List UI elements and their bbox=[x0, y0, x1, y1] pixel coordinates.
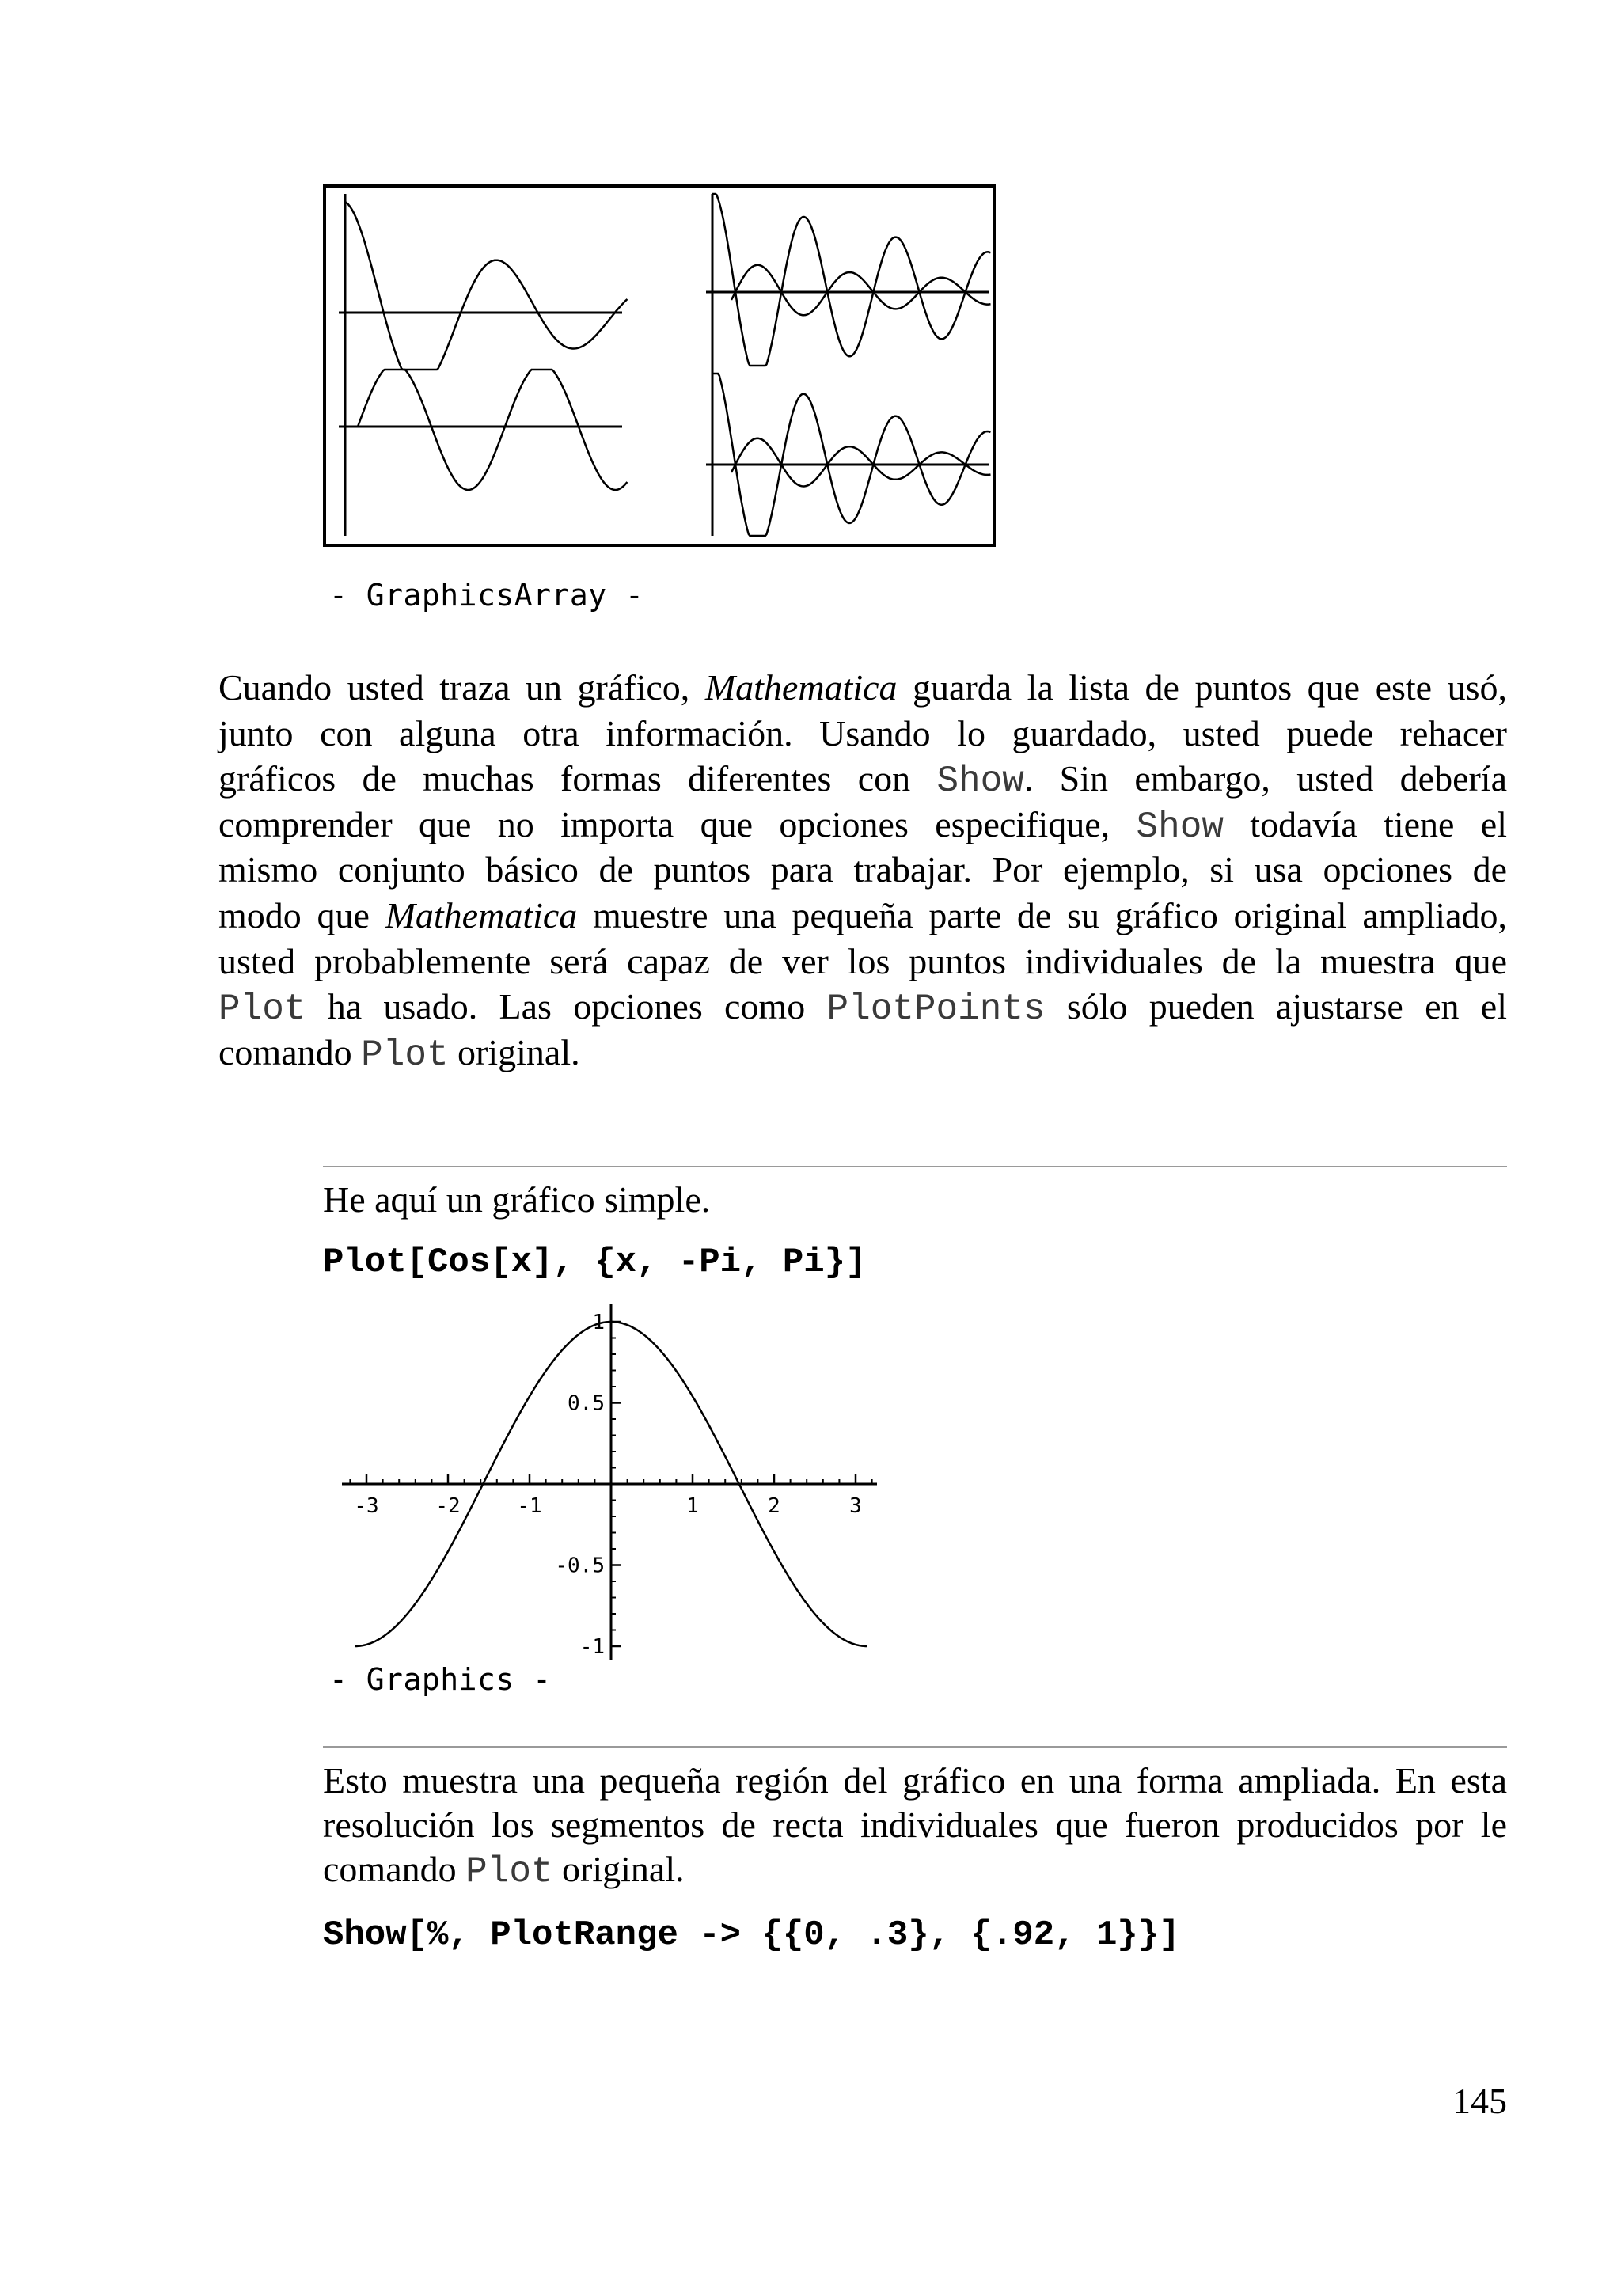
graphics-array-svg bbox=[326, 188, 993, 544]
text-line bbox=[218, 1030, 1507, 1076]
text-segment: junto con alguna otra información. Usando lo guardado, usted puede rehacer bbox=[218, 712, 1507, 753]
code-term: Plot bbox=[465, 1851, 553, 1892]
text-line bbox=[323, 1847, 1507, 1892]
x-tick-label: 3 bbox=[849, 1494, 862, 1518]
text-line bbox=[218, 984, 1507, 1030]
cell-text-line: He aquí un gráfico simple. bbox=[323, 1179, 711, 1220]
y-tick-label: 0.5 bbox=[568, 1391, 605, 1416]
cell-divider bbox=[323, 1166, 1507, 1167]
text-segment: gráficos de muchas formas diferentes con bbox=[218, 758, 937, 799]
x-tick-label: -1 bbox=[517, 1494, 542, 1518]
text-segment: sólo pueden ajustarse en el bbox=[1045, 986, 1507, 1027]
text-line bbox=[218, 847, 1507, 893]
input-show-command[interactable]: Show[%, PlotRange -> {{0, .3}, {.92, 1}}] bbox=[323, 1915, 1180, 1955]
y-tick-label: 1 bbox=[592, 1311, 605, 1334]
graphics-output-label: - Graphics - bbox=[329, 1662, 552, 1697]
text-segment: mismo conjunto básico de puntos para trabajar. Por ejemplo, si usa opciones de bbox=[218, 849, 1507, 890]
x-tick-label: -2 bbox=[435, 1494, 461, 1518]
text-line bbox=[218, 756, 1507, 802]
text-segment: original. bbox=[448, 1031, 580, 1072]
curve bbox=[731, 265, 991, 315]
code-term: Plot bbox=[218, 989, 306, 1030]
italic-term: Mathematica bbox=[385, 894, 578, 935]
input-plot-command[interactable]: Plot[Cos[x], {x, -Pi, Pi}] bbox=[323, 1243, 867, 1282]
text-line bbox=[218, 665, 1507, 711]
text-segment: usted probablemente será capaz de ver los puntos individuales de la muestra que bbox=[218, 940, 1507, 981]
cell-text-2 bbox=[323, 1759, 1507, 1892]
text-segment: original. bbox=[552, 1849, 685, 1889]
graphics-array-label: - GraphicsArray - bbox=[329, 578, 644, 613]
y-tick-label: -0.5 bbox=[555, 1554, 605, 1578]
text-line bbox=[218, 802, 1507, 848]
text-segment: muestre una pequeña parte de su gráfico original ampliado, bbox=[577, 894, 1507, 935]
text-segment: guarda la lista de puntos que este usó, bbox=[897, 667, 1507, 708]
text-line bbox=[218, 939, 1507, 985]
cos-plot-svg bbox=[332, 1298, 886, 1662]
y-tick-label: -1 bbox=[579, 1635, 605, 1659]
text-segment: modo que bbox=[218, 894, 385, 935]
text-line bbox=[218, 893, 1507, 939]
code-term: Show bbox=[936, 761, 1024, 803]
text-line bbox=[218, 711, 1507, 757]
x-tick-label: -3 bbox=[354, 1494, 379, 1518]
text-line: resolución los segmentos de recta individuales que fueron producidos por le bbox=[323, 1805, 1507, 1845]
text-segment: . Sin embargo, usted debería bbox=[1023, 758, 1507, 799]
text-segment: comprender que no importa que opciones especifique, bbox=[218, 803, 1137, 844]
code-term: Show bbox=[1136, 806, 1224, 848]
curve bbox=[358, 370, 627, 490]
page-number: 145 bbox=[1452, 2081, 1507, 2121]
code-term: Plot bbox=[361, 1034, 449, 1076]
x-tick-label: 2 bbox=[768, 1494, 780, 1518]
cell-text-1 bbox=[323, 1178, 1507, 1222]
graphics-array-figure bbox=[323, 184, 996, 547]
x-tick-label: 1 bbox=[686, 1494, 699, 1518]
cell-divider bbox=[323, 1746, 1507, 1748]
text-segment: Cuando usted traza un gráfico, bbox=[218, 667, 705, 708]
code-term: PlotPoints bbox=[826, 989, 1046, 1030]
curve bbox=[731, 438, 991, 487]
text-segment: todavía tiene el bbox=[1223, 803, 1507, 844]
curve bbox=[345, 202, 628, 370]
italic-term: Mathematica bbox=[704, 667, 898, 708]
text-segment: comando bbox=[218, 1031, 362, 1072]
body-paragraph bbox=[218, 665, 1507, 1075]
text-segment: ha usado. Las opciones como bbox=[306, 986, 827, 1027]
text-segment: comando bbox=[323, 1849, 466, 1889]
text-line: Esto muestra una pequeña región del gráfico en una forma ampliada. En esta bbox=[323, 1760, 1507, 1801]
cos-plot bbox=[332, 1298, 886, 1662]
